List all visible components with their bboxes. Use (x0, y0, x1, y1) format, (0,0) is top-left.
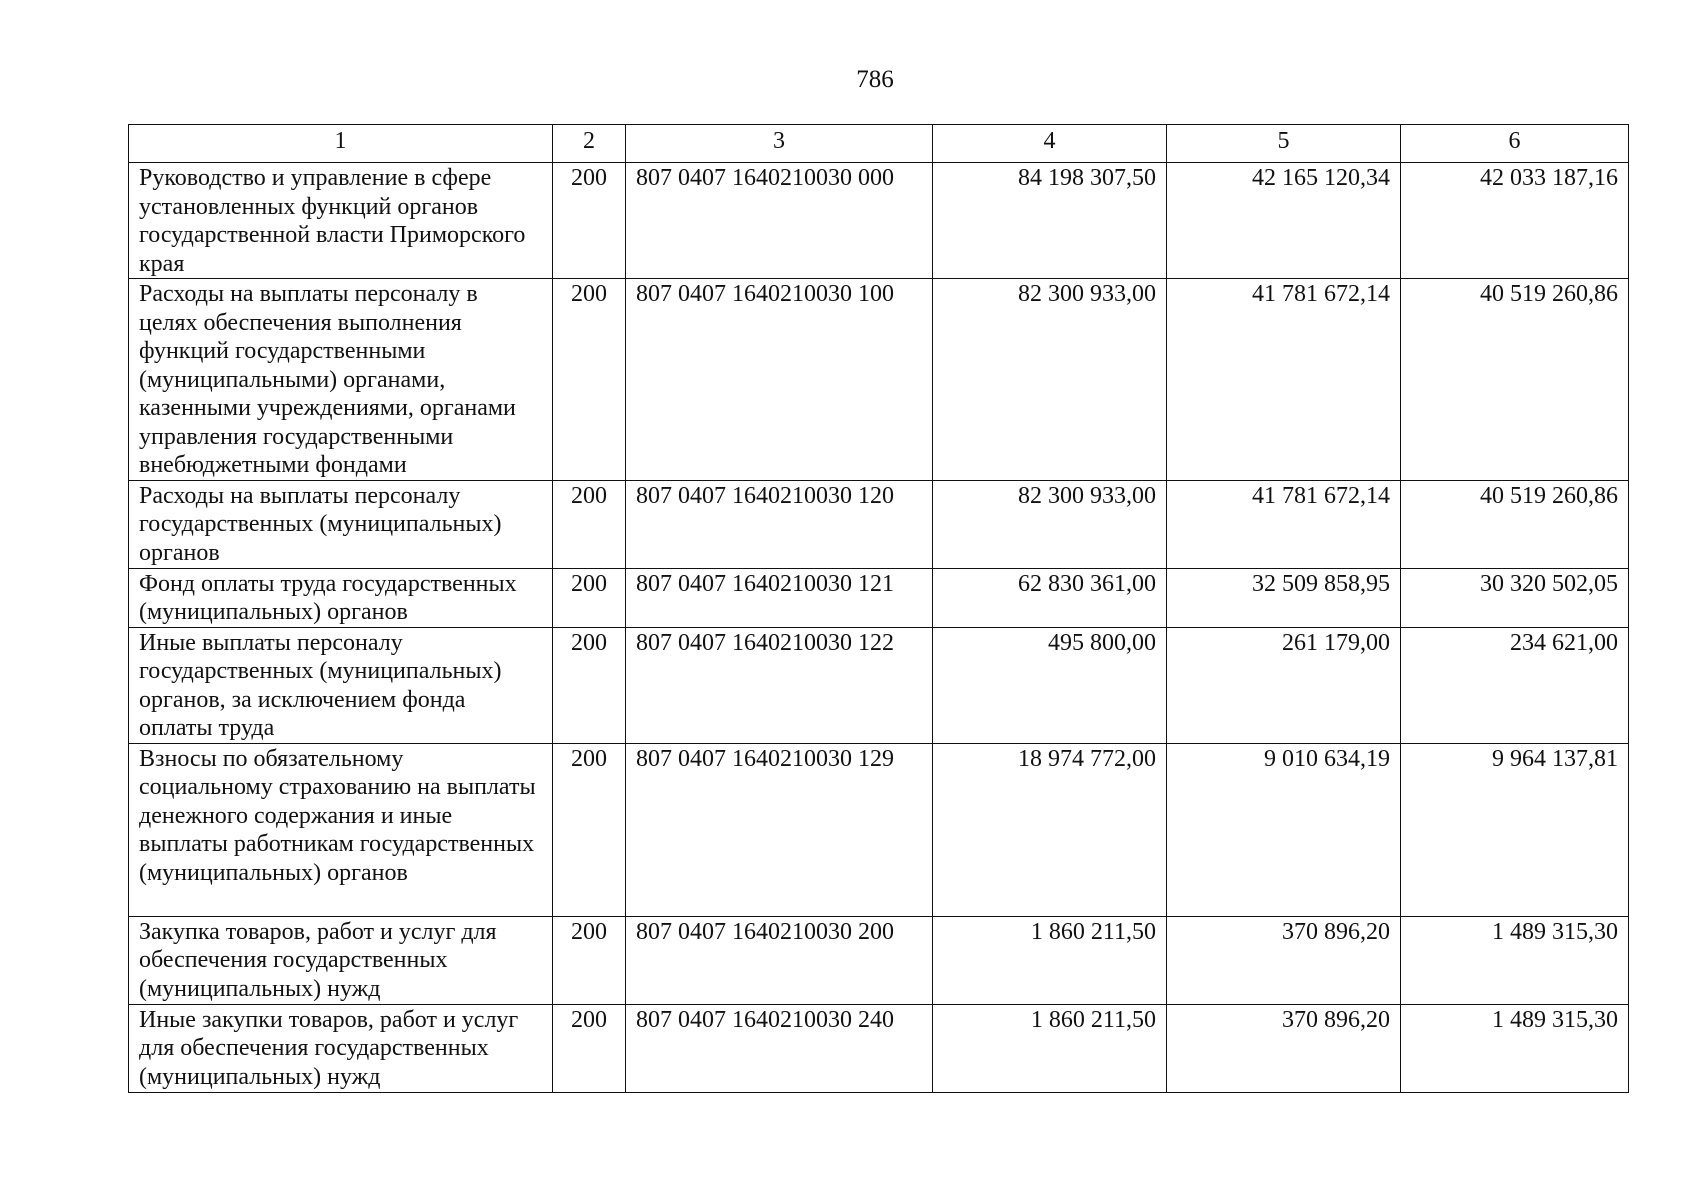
row-value-col6: 42 033 187,16 (1401, 163, 1629, 279)
table-row (129, 163, 1629, 279)
row-value-col4: 18 974 772,00 (933, 743, 1167, 916)
row-ved-cell: 200 (553, 163, 626, 279)
row-name-cell: Фонд оплаты труда государственных (муниципальных) органов (129, 568, 553, 627)
row-value-col6: 30 320 502,05 (1401, 568, 1629, 627)
row-name-cell: Расходы на выплаты персоналу государственных (муниципальных) органов (129, 480, 553, 568)
row-code-cell: 807 0407 1640210030 120 (626, 480, 933, 568)
row-value-col5: 42 165 120,34 (1167, 163, 1401, 279)
column-header-2: 2 (553, 125, 626, 163)
table-header-row (129, 125, 1629, 163)
budget-table (128, 124, 1629, 1093)
row-value-col5: 32 509 858,95 (1167, 568, 1401, 627)
row-ved-cell: 200 (553, 480, 626, 568)
row-name-cell: Взносы по обязательному социальному страхованию на выплаты денежного содержания и иные выплаты работникам государственных (муниципальных) органов (129, 743, 553, 916)
row-code-cell: 807 0407 1640210030 100 (626, 279, 933, 481)
row-value-col4: 82 300 933,00 (933, 480, 1167, 568)
table-row (129, 1004, 1629, 1092)
row-value-col5: 370 896,20 (1167, 1004, 1401, 1092)
row-value-col6: 9 964 137,81 (1401, 743, 1629, 916)
table-row (129, 568, 1629, 627)
row-value-col6: 1 489 315,30 (1401, 916, 1629, 1004)
row-value-col5: 41 781 672,14 (1167, 279, 1401, 481)
row-code-cell: 807 0407 1640210030 000 (626, 163, 933, 279)
row-code-cell: 807 0407 1640210030 122 (626, 627, 933, 743)
row-value-col6: 40 519 260,86 (1401, 279, 1629, 481)
row-value-col4: 1 860 211,50 (933, 1004, 1167, 1092)
table-row (129, 480, 1629, 568)
row-code-cell: 807 0407 1640210030 240 (626, 1004, 933, 1092)
row-ved-cell: 200 (553, 279, 626, 481)
row-ved-cell: 200 (553, 568, 626, 627)
row-value-col4: 62 830 361,00 (933, 568, 1167, 627)
column-header-5: 5 (1167, 125, 1401, 163)
row-value-col5: 370 896,20 (1167, 916, 1401, 1004)
column-header-4: 4 (933, 125, 1167, 163)
row-code-cell: 807 0407 1640210030 200 (626, 916, 933, 1004)
row-value-col5: 41 781 672,14 (1167, 480, 1401, 568)
row-value-col4: 1 860 211,50 (933, 916, 1167, 1004)
row-value-col6: 234 621,00 (1401, 627, 1629, 743)
column-header-3: 3 (626, 125, 933, 163)
row-ved-cell: 200 (553, 743, 626, 916)
row-name-cell: Закупка товаров, работ и услуг для обеспечения государственных (муниципальных) нужд (129, 916, 553, 1004)
row-value-col4: 82 300 933,00 (933, 279, 1167, 481)
row-value-col4: 84 198 307,50 (933, 163, 1167, 279)
row-name-cell: Расходы на выплаты персоналу в целях обеспечения выполнения функций государственными (муниципальными) органами, казенными учреждениями, органами управления государственными внебюджетными фондами (129, 279, 553, 481)
row-value-col6: 1 489 315,30 (1401, 1004, 1629, 1092)
table-row (129, 627, 1629, 743)
row-ved-cell: 200 (553, 1004, 626, 1092)
row-value-col6: 40 519 260,86 (1401, 480, 1629, 568)
row-value-col4: 495 800,00 (933, 627, 1167, 743)
row-code-cell: 807 0407 1640210030 129 (626, 743, 933, 916)
table-row (129, 916, 1629, 1004)
table-row (129, 743, 1629, 916)
row-value-col5: 261 179,00 (1167, 627, 1401, 743)
row-ved-cell: 200 (553, 916, 626, 1004)
row-ved-cell: 200 (553, 627, 626, 743)
row-value-col5: 9 010 634,19 (1167, 743, 1401, 916)
column-header-1: 1 (129, 125, 553, 163)
row-name-cell: Иные выплаты персоналу государственных (муниципальных) органов, за исключением фонда оплаты труда (129, 627, 553, 743)
row-code-cell: 807 0407 1640210030 121 (626, 568, 933, 627)
row-name-cell: Руководство и управление в сфере установленных функций органов государственной власти Приморского края (129, 163, 553, 279)
page-number: 786 (856, 66, 894, 93)
table-row (129, 279, 1629, 481)
column-header-6: 6 (1401, 125, 1629, 163)
row-name-cell: Иные закупки товаров, работ и услуг для обеспечения государственных (муниципальных) нужд (129, 1004, 553, 1092)
